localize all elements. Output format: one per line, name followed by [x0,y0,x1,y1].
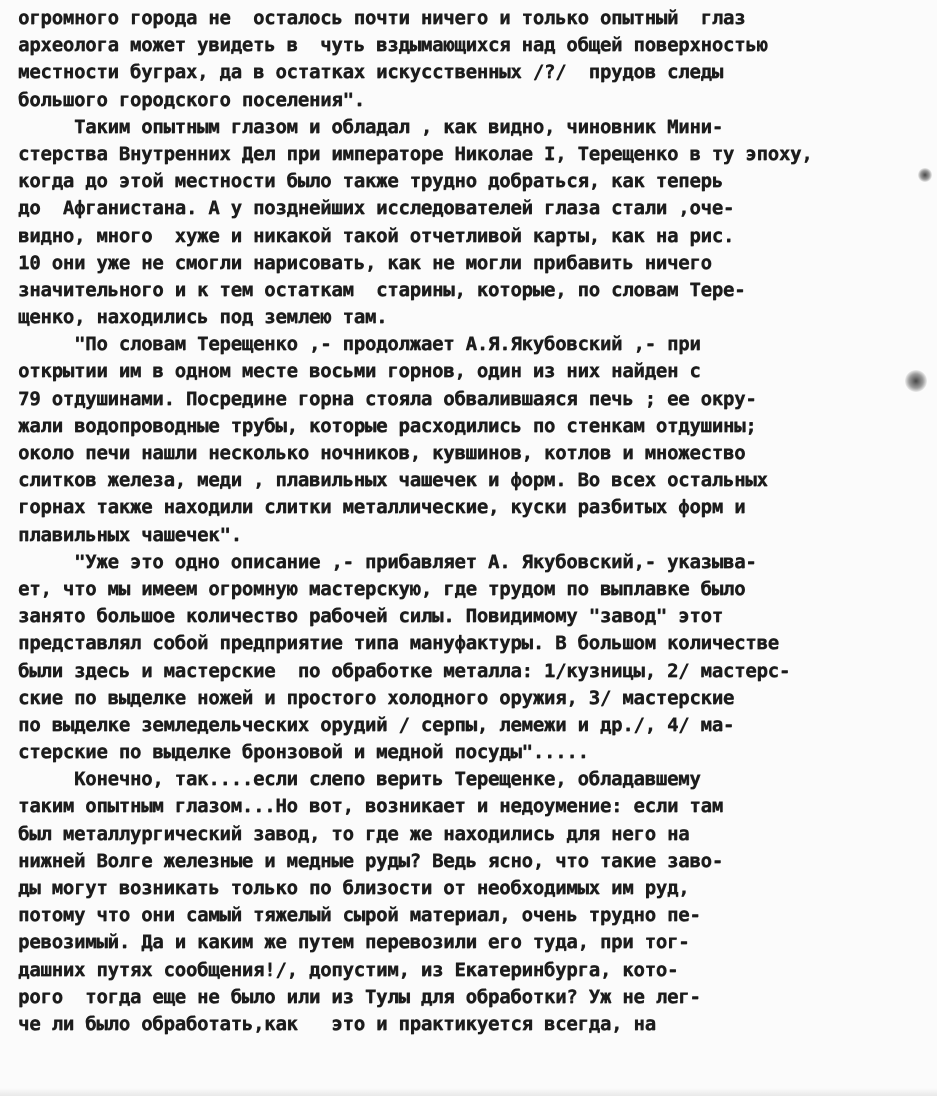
text-line: когда до этой местности было также трудно добраться, как теперь [18,170,723,193]
text-line: "По словам Терещенко ,- продолжает А.Я.Якубовский ,- при [18,333,701,356]
text-line: 79 отдушинами. Посредине горна стояла обвалившаяся печь ; ее окру- [18,387,757,410]
text-line: плавильных чашечек". [18,523,242,546]
text-line: ды могут возникать только по близости от необходимых им руд, [18,877,690,899]
text-line: значительного и к тем остаткам старины, которые, по словам Тере- [18,278,746,301]
document-body [18,5,930,1038]
text-line: огромного города не осталось почти ничего и только опытный глаз [18,7,746,29]
text-line: большого городского поселения". [18,88,365,111]
text-line: жали водопроводные трубы, которые расходились по стенкам отдушины; [18,414,757,437]
text-line: ревозимый. Да и каким же путем перевозили его туда, при тог- [18,931,690,954]
text-line: нижней Волге железные и медные руды? Ведь ясно, что такие заво- [18,849,723,872]
text-line: че ли было обработать,как это и практикуется всегда, на [18,1012,656,1035]
text-line: представлял собой предприятие типа мануфактуры. В большом количестве [18,632,779,655]
text-line: 10 они уже не смогли нарисовать, как не могли прибавить ничего [18,251,712,274]
page-edge [0,1088,937,1096]
text-line: открытии им в одном месте восьми горнов, один из них найден с [18,360,701,383]
text-line: видно, много хуже и никакой такой отчетливой карты, как на рис. [18,224,735,247]
text-line: по выделке земледельческих орудий / серпы, лемежи и др./, 4/ ма- [18,713,735,736]
text-line: дашних путях сообщения!/, допустим, из Екатеринбурга, кото- [18,958,679,981]
text-line: Конечно, так....если слепо верить Терещенке, обладавшему [18,768,701,791]
text-line: ские по выделке ножей и простого холодного оружия, 3/ мастерские [18,686,735,709]
text-line: местности буграх, да в остатках искусственных /?/ прудов следы [18,61,723,84]
text-line: щенко, находились под землею там. [18,306,388,329]
text-line: горнах также находили слитки металлические, куски разбитых форм и [18,496,746,519]
text-line: ет, что мы имеем огромную мастерскую, где трудом по выплавке было [18,577,746,600]
text-line: были здесь и мастерские по обработке металла: 1/кузницы, 2/ мастерс- [18,659,791,682]
text-line: Таким опытным глазом и обладал , как видно, чиновник Мини- [18,115,723,138]
text-line: "Уже это одно описание ,- прибавляет А. Якубовский,- указыва- [18,550,757,573]
text-line: до Афганистана. А у позднейших исследователей глаза стали ,оче- [18,197,735,220]
text-line: стерские по выделке бронзовой и медной посуды"..... [18,741,589,764]
text-line: был металлургический завод, то где же находились для него на [18,822,690,845]
text-line: таким опытным глазом...Но вот, возникает и недоумение: если там [18,795,723,818]
ink-smudge [905,370,927,392]
text-line: занято большое количество рабочей силы. Повидимому "завод" этот [18,605,723,628]
text-line: археолога может увидеть в чуть вздымающихся над общей поверхностью [18,34,768,57]
text-line: слитков железа, меди , плавильных чашечек и форм. Во всех остальных [18,469,768,492]
text-line: стерства Внутренних Дел при императоре Николае I, Терещенко в ту эпоху, [18,142,813,165]
text-line: рого тогда еще не было или из Тулы для обработки? Уж не лег- [18,985,701,1008]
ink-smudge [918,168,932,182]
text-line: около печи нашли несколько ночников, кувшинов, котлов и множество [18,442,746,464]
text-line: потому что они самый тяжелый сырой материал, очень трудно пе- [18,904,701,927]
